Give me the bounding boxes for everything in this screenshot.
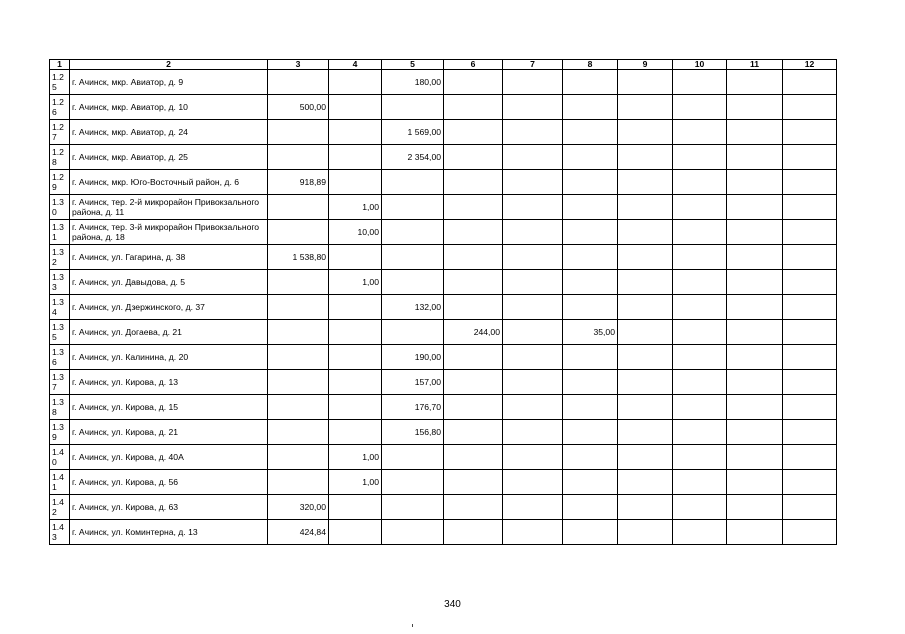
address-cell: г. Ачинск, ул. Кирова, д. 56: [70, 470, 268, 495]
col6-value-cell: [444, 170, 503, 195]
column-header: 10: [673, 60, 727, 70]
col8-value-cell: [563, 145, 618, 170]
col9-value-cell: [618, 145, 673, 170]
page-number: 340: [444, 599, 461, 610]
col9-value-cell: [618, 220, 673, 245]
col4-value-cell: 1,00: [329, 445, 382, 470]
row-number-cell: 1.3 6: [50, 345, 70, 370]
column-header: 6: [444, 60, 503, 70]
col8-value-cell: [563, 395, 618, 420]
col5-value-cell: 132,00: [382, 295, 444, 320]
col10-value-cell: [673, 495, 727, 520]
col9-value-cell: [618, 420, 673, 445]
row-number-cell: 1.3 2: [50, 245, 70, 270]
col12-value-cell: [783, 270, 837, 295]
col8-value-cell: [563, 445, 618, 470]
row-number-cell: 1.3 7: [50, 370, 70, 395]
col7-value-cell: [503, 145, 563, 170]
row-number-cell: 1.3 9: [50, 420, 70, 445]
scan-mark: [412, 624, 413, 627]
col11-value-cell: [727, 445, 783, 470]
col11-value-cell: [727, 70, 783, 95]
col8-value-cell: [563, 120, 618, 145]
col10-value-cell: [673, 220, 727, 245]
row-number-cell: 1.4 0: [50, 445, 70, 470]
col3-value-cell: 918,89: [268, 170, 329, 195]
table-row: [50, 295, 837, 320]
col8-value-cell: [563, 220, 618, 245]
col4-value-cell: [329, 295, 382, 320]
col7-value-cell: [503, 245, 563, 270]
col3-value-cell: [268, 470, 329, 495]
table-row: [50, 195, 837, 220]
table-row: [50, 370, 837, 395]
col5-value-cell: [382, 445, 444, 470]
col11-value-cell: [727, 120, 783, 145]
col3-value-cell: [268, 445, 329, 470]
column-header: 8: [563, 60, 618, 70]
column-header: 7: [503, 60, 563, 70]
col11-value-cell: [727, 345, 783, 370]
col4-value-cell: 1,00: [329, 270, 382, 295]
col7-value-cell: [503, 445, 563, 470]
col9-value-cell: [618, 170, 673, 195]
col11-value-cell: [727, 295, 783, 320]
col12-value-cell: [783, 320, 837, 345]
col11-value-cell: [727, 320, 783, 345]
col5-value-cell: [382, 270, 444, 295]
col12-value-cell: [783, 220, 837, 245]
table-row: [50, 470, 837, 495]
col3-value-cell: [268, 370, 329, 395]
col9-value-cell: [618, 520, 673, 545]
row-number-cell: 1.2 6: [50, 95, 70, 120]
col4-value-cell: [329, 95, 382, 120]
col3-value-cell: [268, 345, 329, 370]
address-cell: г. Ачинск, мкр. Авиатор, д. 25: [70, 145, 268, 170]
col5-value-cell: [382, 195, 444, 220]
row-number-cell: 1.3 4: [50, 295, 70, 320]
col12-value-cell: [783, 120, 837, 145]
col3-value-cell: [268, 195, 329, 220]
col11-value-cell: [727, 245, 783, 270]
col10-value-cell: [673, 195, 727, 220]
col7-value-cell: [503, 220, 563, 245]
col12-value-cell: [783, 370, 837, 395]
col10-value-cell: [673, 245, 727, 270]
address-cell: г. Ачинск, мкр. Авиатор, д. 9: [70, 70, 268, 95]
row-number-cell: 1.3 3: [50, 270, 70, 295]
col12-value-cell: [783, 395, 837, 420]
col11-value-cell: [727, 495, 783, 520]
row-number-cell: 1.3 8: [50, 395, 70, 420]
col4-value-cell: [329, 320, 382, 345]
address-cell: г. Ачинск, ул. Гагарина, д. 38: [70, 245, 268, 270]
col7-value-cell: [503, 70, 563, 95]
address-cell: г. Ачинск, ул. Кирова, д. 40А: [70, 445, 268, 470]
col4-value-cell: [329, 345, 382, 370]
col4-value-cell: [329, 70, 382, 95]
table-row: [50, 120, 837, 145]
col6-value-cell: [444, 295, 503, 320]
col12-value-cell: [783, 145, 837, 170]
col11-value-cell: [727, 195, 783, 220]
address-cell: г. Ачинск, ул. Дзержинского, д. 37: [70, 295, 268, 320]
col12-value-cell: [783, 520, 837, 545]
col12-value-cell: [783, 470, 837, 495]
col3-value-cell: [268, 320, 329, 345]
col6-value-cell: [444, 95, 503, 120]
col4-value-cell: [329, 395, 382, 420]
col8-value-cell: [563, 170, 618, 195]
col12-value-cell: [783, 295, 837, 320]
col7-value-cell: [503, 470, 563, 495]
row-number-cell: 1.3 5: [50, 320, 70, 345]
col12-value-cell: [783, 420, 837, 445]
address-cell: г. Ачинск, ул. Догаева, д. 21: [70, 320, 268, 345]
col7-value-cell: [503, 520, 563, 545]
col11-value-cell: [727, 520, 783, 545]
row-number-cell: 1.2 5: [50, 70, 70, 95]
col12-value-cell: [783, 345, 837, 370]
col7-value-cell: [503, 495, 563, 520]
table-row: [50, 395, 837, 420]
column-header: 4: [329, 60, 382, 70]
col3-value-cell: [268, 295, 329, 320]
col4-value-cell: [329, 170, 382, 195]
header-row: [50, 60, 837, 70]
col6-value-cell: [444, 245, 503, 270]
col3-value-cell: [268, 220, 329, 245]
col9-value-cell: [618, 95, 673, 120]
col11-value-cell: [727, 395, 783, 420]
col6-value-cell: [444, 370, 503, 395]
table-row: [50, 495, 837, 520]
column-header: 5: [382, 60, 444, 70]
col12-value-cell: [783, 245, 837, 270]
col7-value-cell: [503, 370, 563, 395]
col3-value-cell: [268, 120, 329, 145]
col7-value-cell: [503, 345, 563, 370]
col4-value-cell: [329, 495, 382, 520]
address-cell: г. Ачинск, тер. 3-й микрорайон Привокзального района, д. 18: [70, 220, 268, 245]
col7-value-cell: [503, 95, 563, 120]
col9-value-cell: [618, 320, 673, 345]
col3-value-cell: [268, 145, 329, 170]
col5-value-cell: [382, 470, 444, 495]
col11-value-cell: [727, 470, 783, 495]
address-cell: г. Ачинск, мкр. Авиатор, д. 10: [70, 95, 268, 120]
col9-value-cell: [618, 445, 673, 470]
col5-value-cell: [382, 520, 444, 545]
col9-value-cell: [618, 370, 673, 395]
table-row: [50, 420, 837, 445]
col7-value-cell: [503, 120, 563, 145]
col4-value-cell: [329, 120, 382, 145]
column-header: 1: [50, 60, 70, 70]
col9-value-cell: [618, 195, 673, 220]
col8-value-cell: [563, 470, 618, 495]
col10-value-cell: [673, 145, 727, 170]
address-cell: г. Ачинск, ул. Давыдова, д. 5: [70, 270, 268, 295]
address-cell: г. Ачинск, ул. Калинина, д. 20: [70, 345, 268, 370]
col9-value-cell: [618, 120, 673, 145]
address-cell: г. Ачинск, ул. Коминтерна, д. 13: [70, 520, 268, 545]
row-number-cell: 1.4 3: [50, 520, 70, 545]
col12-value-cell: [783, 445, 837, 470]
col10-value-cell: [673, 345, 727, 370]
column-header: 12: [783, 60, 837, 70]
col8-value-cell: [563, 295, 618, 320]
col8-value-cell: [563, 195, 618, 220]
col11-value-cell: [727, 95, 783, 120]
col4-value-cell: 1,00: [329, 195, 382, 220]
col6-value-cell: [444, 220, 503, 245]
col8-value-cell: [563, 95, 618, 120]
col9-value-cell: [618, 245, 673, 270]
col9-value-cell: [618, 345, 673, 370]
col6-value-cell: [444, 420, 503, 445]
data-table: [49, 59, 837, 545]
col6-value-cell: [444, 70, 503, 95]
table-row: [50, 70, 837, 95]
col3-value-cell: [268, 395, 329, 420]
col6-value-cell: [444, 495, 503, 520]
col7-value-cell: [503, 320, 563, 345]
col6-value-cell: [444, 270, 503, 295]
col3-value-cell: [268, 420, 329, 445]
col3-value-cell: 424,84: [268, 520, 329, 545]
col5-value-cell: [382, 95, 444, 120]
col8-value-cell: [563, 420, 618, 445]
col5-value-cell: 2 354,00: [382, 145, 444, 170]
column-header: 9: [618, 60, 673, 70]
table-row: [50, 445, 837, 470]
col12-value-cell: [783, 70, 837, 95]
table-row: [50, 220, 837, 245]
col10-value-cell: [673, 395, 727, 420]
col11-value-cell: [727, 370, 783, 395]
col11-value-cell: [727, 170, 783, 195]
col10-value-cell: [673, 420, 727, 445]
col10-value-cell: [673, 270, 727, 295]
row-number-cell: 1.3 0: [50, 195, 70, 220]
col11-value-cell: [727, 420, 783, 445]
col11-value-cell: [727, 270, 783, 295]
col8-value-cell: [563, 245, 618, 270]
col4-value-cell: [329, 520, 382, 545]
col6-value-cell: [444, 395, 503, 420]
col4-value-cell: [329, 420, 382, 445]
col12-value-cell: [783, 170, 837, 195]
col5-value-cell: 156,80: [382, 420, 444, 445]
col8-value-cell: [563, 345, 618, 370]
col6-value-cell: [444, 470, 503, 495]
col8-value-cell: [563, 270, 618, 295]
col12-value-cell: [783, 495, 837, 520]
col3-value-cell: 320,00: [268, 495, 329, 520]
col10-value-cell: [673, 320, 727, 345]
col7-value-cell: [503, 295, 563, 320]
address-cell: г. Ачинск, мкр. Юго-Восточный район, д. 6: [70, 170, 268, 195]
row-number-cell: 1.2 7: [50, 120, 70, 145]
col5-value-cell: [382, 495, 444, 520]
col5-value-cell: 180,00: [382, 70, 444, 95]
col12-value-cell: [783, 95, 837, 120]
col7-value-cell: [503, 395, 563, 420]
row-number-cell: 1.2 8: [50, 145, 70, 170]
col9-value-cell: [618, 470, 673, 495]
col10-value-cell: [673, 470, 727, 495]
col3-value-cell: 500,00: [268, 95, 329, 120]
column-header: 2: [70, 60, 268, 70]
col3-value-cell: [268, 270, 329, 295]
col5-value-cell: [382, 170, 444, 195]
col5-value-cell: 157,00: [382, 370, 444, 395]
col11-value-cell: [727, 220, 783, 245]
column-header: 3: [268, 60, 329, 70]
table-row: [50, 95, 837, 120]
table-row: [50, 245, 837, 270]
col9-value-cell: [618, 295, 673, 320]
col7-value-cell: [503, 270, 563, 295]
col4-value-cell: [329, 245, 382, 270]
row-number-cell: 1.3 1: [50, 220, 70, 245]
col8-value-cell: [563, 495, 618, 520]
row-number-cell: 1.4 2: [50, 495, 70, 520]
col7-value-cell: [503, 420, 563, 445]
col4-value-cell: [329, 370, 382, 395]
col10-value-cell: [673, 370, 727, 395]
col10-value-cell: [673, 95, 727, 120]
col5-value-cell: 176,70: [382, 395, 444, 420]
col6-value-cell: [444, 195, 503, 220]
col10-value-cell: [673, 295, 727, 320]
col8-value-cell: [563, 370, 618, 395]
col6-value-cell: [444, 520, 503, 545]
col5-value-cell: [382, 320, 444, 345]
row-number-cell: 1.4 1: [50, 470, 70, 495]
table-row: [50, 320, 837, 345]
col5-value-cell: [382, 245, 444, 270]
table-row: [50, 145, 837, 170]
col11-value-cell: [727, 145, 783, 170]
col6-value-cell: [444, 120, 503, 145]
col10-value-cell: [673, 520, 727, 545]
col10-value-cell: [673, 445, 727, 470]
address-cell: г. Ачинск, ул. Кирова, д. 63: [70, 495, 268, 520]
col9-value-cell: [618, 495, 673, 520]
col5-value-cell: 190,00: [382, 345, 444, 370]
col4-value-cell: 1,00: [329, 470, 382, 495]
row-number-cell: 1.2 9: [50, 170, 70, 195]
address-cell: г. Ачинск, ул. Кирова, д. 21: [70, 420, 268, 445]
address-cell: г. Ачинск, ул. Кирова, д. 13: [70, 370, 268, 395]
col8-value-cell: 35,00: [563, 320, 618, 345]
col8-value-cell: [563, 520, 618, 545]
col7-value-cell: [503, 170, 563, 195]
address-cell: г. Ачинск, ул. Кирова, д. 15: [70, 395, 268, 420]
col6-value-cell: 244,00: [444, 320, 503, 345]
col9-value-cell: [618, 270, 673, 295]
table-body: [50, 60, 837, 545]
table-row: [50, 170, 837, 195]
col3-value-cell: 1 538,80: [268, 245, 329, 270]
address-cell: г. Ачинск, тер. 2-й микрорайон Привокзального района, д. 11: [70, 195, 268, 220]
col7-value-cell: [503, 195, 563, 220]
table-row: [50, 270, 837, 295]
col5-value-cell: [382, 220, 444, 245]
col10-value-cell: [673, 70, 727, 95]
col8-value-cell: [563, 70, 618, 95]
col4-value-cell: [329, 145, 382, 170]
col9-value-cell: [618, 395, 673, 420]
col6-value-cell: [444, 345, 503, 370]
column-header: 11: [727, 60, 783, 70]
table-row: [50, 520, 837, 545]
col6-value-cell: [444, 445, 503, 470]
col5-value-cell: 1 569,00: [382, 120, 444, 145]
col6-value-cell: [444, 145, 503, 170]
col4-value-cell: 10,00: [329, 220, 382, 245]
col10-value-cell: [673, 120, 727, 145]
col3-value-cell: [268, 70, 329, 95]
col12-value-cell: [783, 195, 837, 220]
address-cell: г. Ачинск, мкр. Авиатор, д. 24: [70, 120, 268, 145]
col9-value-cell: [618, 70, 673, 95]
col10-value-cell: [673, 170, 727, 195]
table-row: [50, 345, 837, 370]
